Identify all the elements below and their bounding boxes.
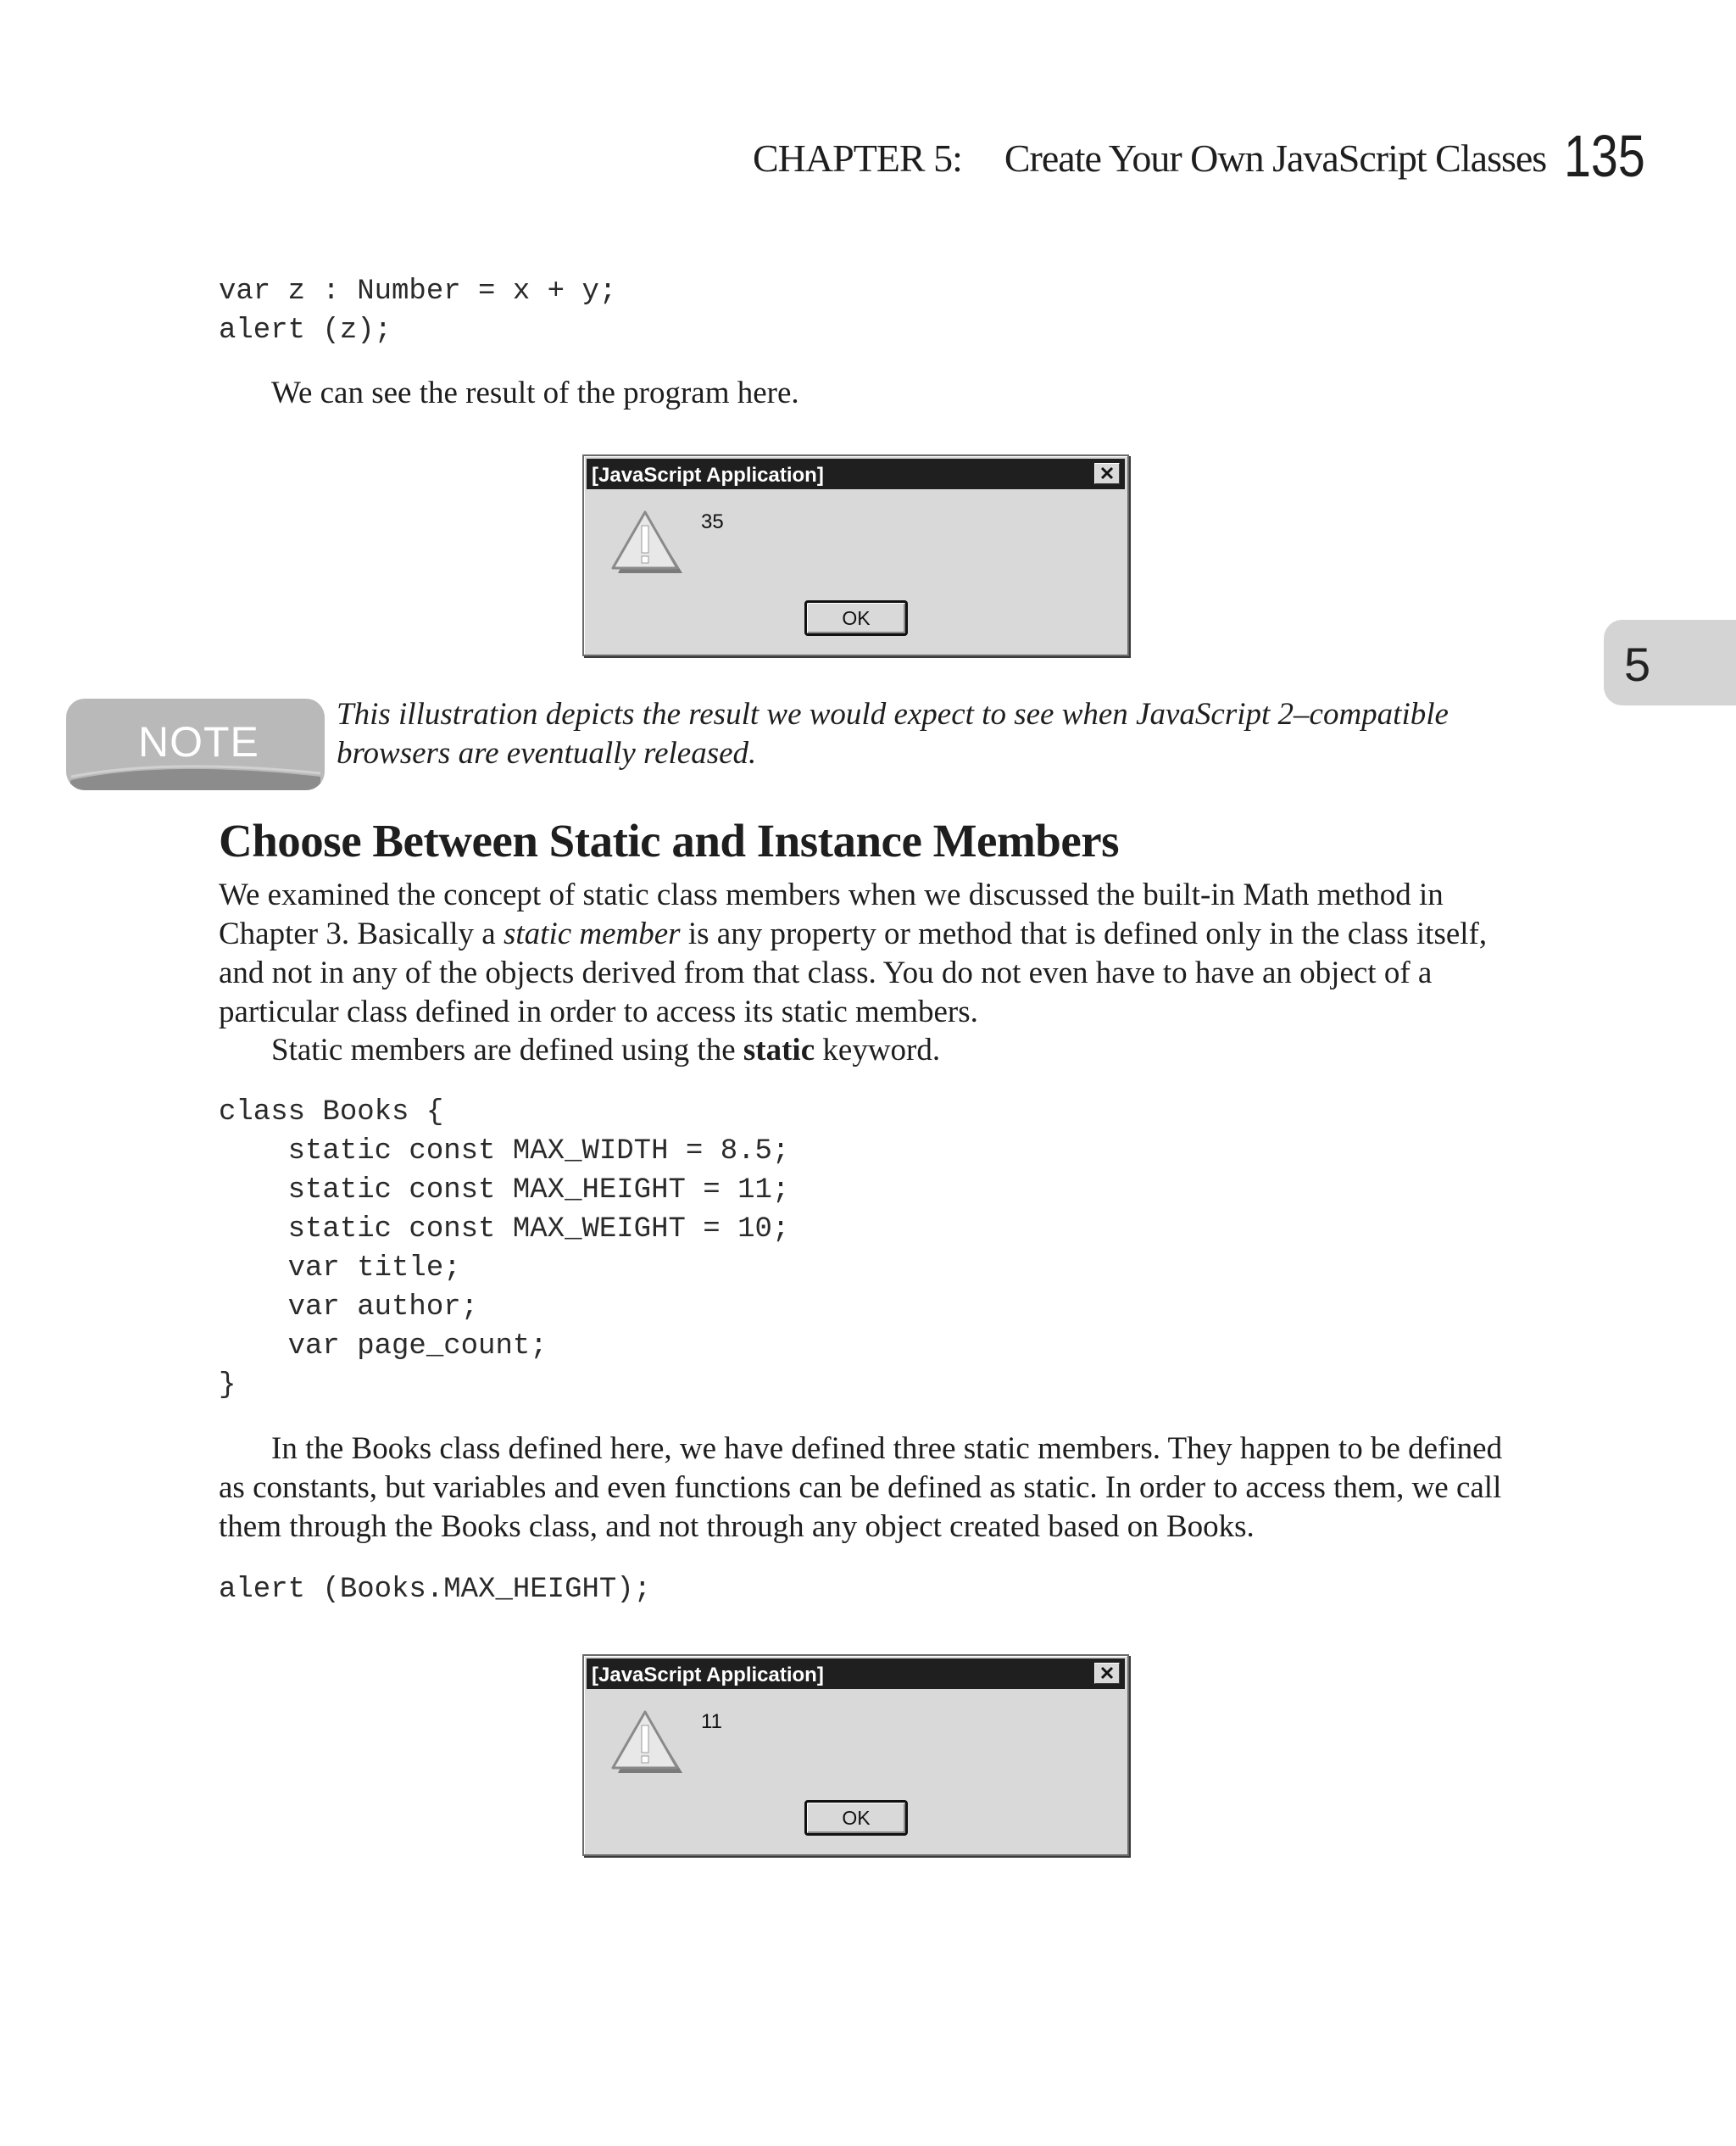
alert-dialog-35 [582, 454, 1129, 656]
alert-dialog-11 [582, 1654, 1129, 1856]
paragraph-text: Static members are defined using the [271, 1033, 743, 1067]
dialog-title: [JavaScript Application] [592, 464, 824, 487]
paragraph-text: We examined the concept of static class members when we discussed the built-in Math method in Chapter 3. Basically a [219, 878, 1444, 951]
keyword-static: static [743, 1033, 815, 1067]
term-static-member: static member [503, 917, 681, 951]
close-button[interactable] [1094, 1663, 1120, 1684]
chapter-thumb-tab-label: 5 [1624, 638, 1651, 691]
close-icon [1100, 466, 1114, 480]
static-members-paragraph [219, 876, 1507, 1032]
running-header [753, 136, 1546, 181]
page-number: 135 [1564, 123, 1645, 189]
dialog-message: 11 [701, 1710, 722, 1733]
code-block-books-class: class Books { static const MAX_WIDTH = 8.5; static const MAX_HEIGHT = 11; static const MAX_WEIGHT = 10; var title; var author; var page_count; } [219, 1096, 790, 1402]
paragraph-text: keyword. [815, 1033, 941, 1067]
note-badge [66, 699, 325, 790]
dialog-title: [JavaScript Application] [592, 1664, 824, 1686]
dialog-message: 35 [701, 510, 724, 533]
dialog-titlebar [587, 459, 1125, 489]
close-button[interactable] [1094, 463, 1120, 484]
note-label: NOTE [138, 718, 259, 766]
books-class-paragraph: In the Books class defined here, we have defined three static members. They happen to be defined as constants, but variables and even functions can be defined as static. In order to access them, we call them through the Books class, and not through any object created based on Books. [219, 1431, 1503, 1544]
chapter-label: CHAPTER 5: [753, 137, 962, 180]
code-block-sum: var z : Number = x + y; alert (z); [219, 276, 617, 347]
chapter-thumb-tab [1604, 620, 1736, 705]
result-paragraph: We can see the result of the program here. [271, 376, 799, 410]
warning-icon [606, 509, 684, 577]
close-icon [1100, 1666, 1114, 1680]
paragraph-text: is any property or method that is defined only in the class itself, and not in any of the objects derived from that class. You do not even have to have an object of a particular class defined in order to access its static members. [219, 917, 1488, 1029]
section-heading: Choose Between Static and Instance Members [219, 815, 1120, 867]
dialog-titlebar [587, 1658, 1125, 1689]
code-block-alert: alert (Books.MAX_HEIGHT); [219, 1574, 652, 1606]
ok-button[interactable]: OK [804, 1800, 908, 1836]
chapter-title: Create Your Own JavaScript Classes [1004, 137, 1547, 180]
warning-icon [606, 1708, 684, 1776]
note-text: This illustration depicts the result we would expect to see when JavaScript 2–compatible browsers are eventually released. [337, 697, 1449, 771]
static-keyword-paragraph [219, 1031, 1507, 1070]
ok-button[interactable]: OK [804, 600, 908, 636]
